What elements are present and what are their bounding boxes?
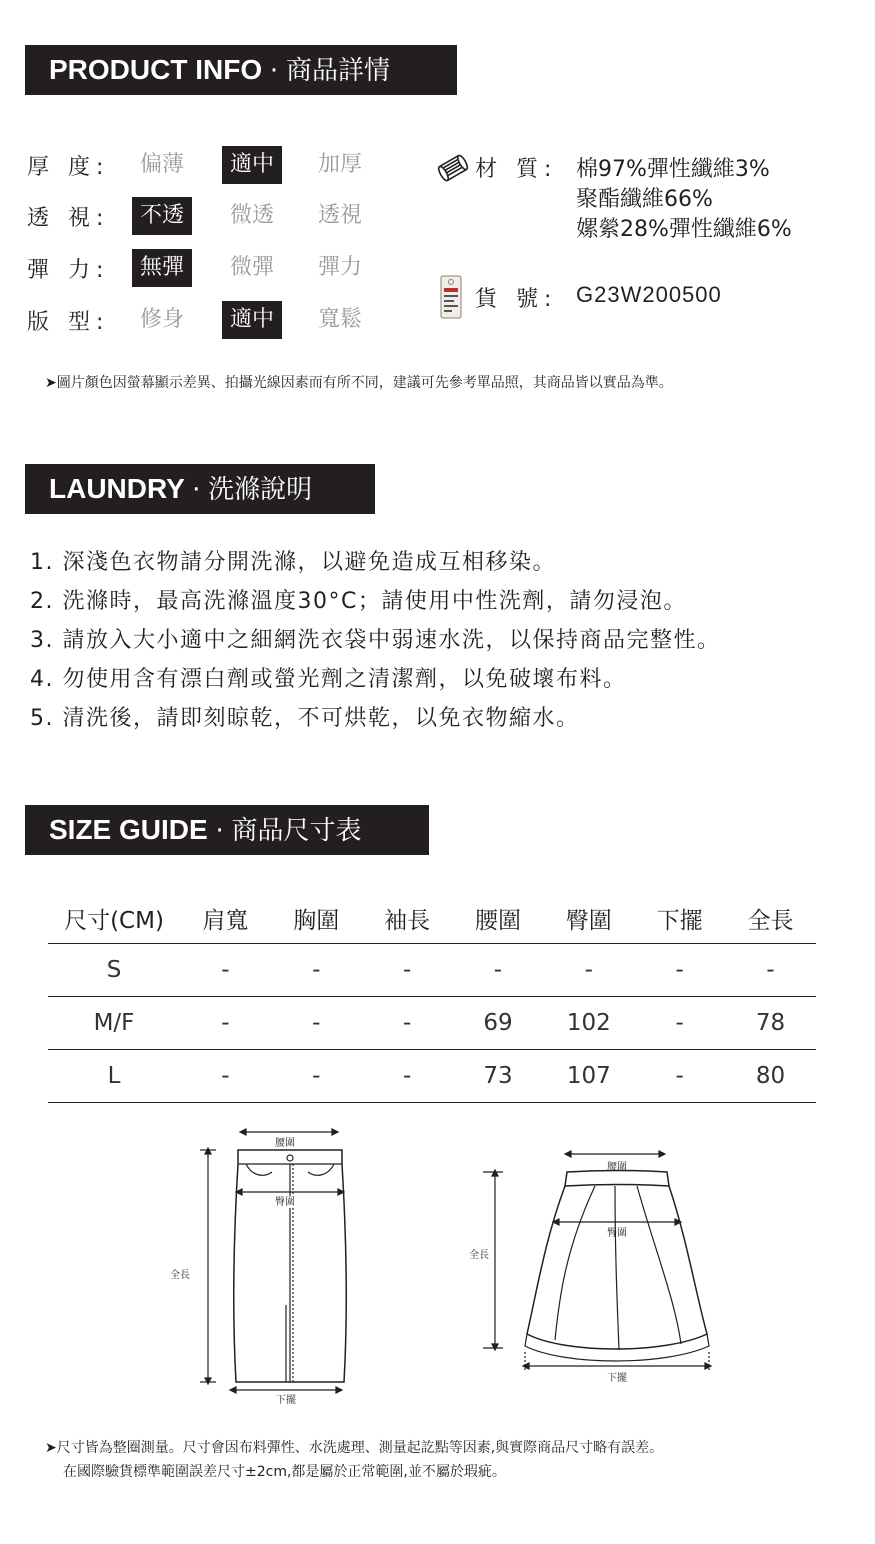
column-header: 下擺 — [634, 893, 725, 944]
attribute-row — [27, 249, 387, 287]
hip-label: 臀圍 — [275, 1197, 295, 1208]
column-header: 臀圍 — [543, 893, 634, 944]
attribute-option: 修身 — [140, 307, 185, 332]
hem-label: 下擺 — [276, 1395, 296, 1406]
header-en: PRODUCT INFO — [49, 54, 263, 85]
attribute-option: 微透 — [230, 203, 275, 228]
size-table — [48, 893, 816, 1103]
attribute-option-selected: 適中 — [222, 301, 282, 339]
table-cell: 102 — [543, 997, 634, 1050]
material-line-3: 嫘縈28%彈性纖維6% — [576, 217, 792, 242]
laundry-header — [25, 464, 375, 514]
thread-spool-icon — [436, 151, 470, 185]
attribute-option-selected: 適中 — [222, 146, 282, 184]
table-cell: - — [362, 997, 453, 1050]
table-cell: - — [362, 1050, 453, 1103]
header-separator: · — [269, 56, 279, 86]
size-note-2: 在國際驗貨標準範圍誤差尺寸±2cm,都是屬於正常範圍,並不屬於瑕疵。 — [63, 1464, 506, 1480]
table-cell: - — [634, 944, 725, 997]
table-cell: 107 — [543, 1050, 634, 1103]
size-name-cell: L — [48, 1050, 180, 1103]
size-note-1: ➤尺寸皆為整圈測量。尺寸會因布料彈性、水洗處理、測量起訖點等因素,與實際商品尺寸略有誤差。 — [45, 1440, 664, 1456]
size-table-header-row — [48, 893, 816, 944]
attribute-label: 厚 度: — [27, 154, 110, 180]
column-header: 袖長 — [362, 893, 453, 944]
header-separator: · — [215, 816, 224, 846]
table-cell: 73 — [453, 1050, 544, 1103]
waist-label: 腰圍 — [275, 1138, 295, 1149]
attribute-label: 版 型: — [27, 309, 110, 335]
table-cell: - — [725, 944, 816, 997]
table-row — [48, 997, 816, 1050]
laundry-item-4: 4. 勿使用含有漂白劑或螢光劑之清潔劑，以免破壞布料。 — [30, 667, 627, 692]
size-name-cell: M/F — [48, 997, 180, 1050]
length-label: 全長 — [170, 1270, 190, 1281]
attribute-option: 加厚 — [318, 152, 363, 177]
a-line-skirt-diagram — [455, 1140, 730, 1390]
column-header: 胸圍 — [271, 893, 362, 944]
laundry-item-5: 5. 清洗後，請即刻晾乾，不可烘乾，以免衣物縮水。 — [30, 706, 580, 731]
attribute-option-selected: 不透 — [132, 197, 192, 235]
attribute-label: 彈 力: — [27, 257, 110, 283]
table-cell: - — [271, 944, 362, 997]
product-info-header — [25, 45, 457, 95]
header-en: LAUNDRY — [49, 473, 185, 504]
table-row — [48, 1050, 816, 1103]
column-header: 全長 — [725, 893, 816, 944]
attribute-row — [27, 146, 387, 184]
table-cell: - — [634, 997, 725, 1050]
table-cell: 69 — [453, 997, 544, 1050]
attribute-option: 微彈 — [230, 255, 275, 280]
length-label: 全長 — [469, 1250, 489, 1261]
table-cell: - — [180, 997, 271, 1050]
column-header: 尺寸(CM) — [48, 893, 180, 944]
attribute-label: 透 視: — [27, 205, 110, 231]
header-separator: · — [192, 475, 201, 505]
attribute-option: 寬鬆 — [318, 307, 363, 332]
table-cell: - — [271, 997, 362, 1050]
attribute-row — [27, 197, 387, 235]
material-line-1: 棉97%彈性纖維3% — [576, 157, 770, 182]
header-zh: 商品詳情 — [285, 56, 390, 86]
waist-label: 腰圍 — [607, 1162, 627, 1173]
size-guide-header — [25, 805, 429, 855]
column-header: 腰圍 — [453, 893, 544, 944]
table-cell: - — [453, 944, 544, 997]
laundry-item-2: 2. 洗滌時，最高洗滌溫度30°C；請使用中性洗劑，請勿浸泡。 — [30, 589, 687, 614]
hem-label: 下擺 — [607, 1373, 627, 1384]
tag-icon — [438, 274, 464, 320]
sku-label: 貨 號: — [475, 287, 558, 312]
header-en: SIZE GUIDE — [49, 814, 208, 845]
header-zh: 洗滌說明 — [208, 475, 313, 505]
table-cell: - — [180, 1050, 271, 1103]
table-cell: - — [180, 944, 271, 997]
table-row — [48, 944, 816, 997]
sku-value: G23W200500 — [576, 282, 722, 307]
attribute-option: 偏薄 — [140, 152, 185, 177]
material-label: 材 質: — [475, 157, 558, 182]
table-cell: - — [543, 944, 634, 997]
attribute-option-selected: 無彈 — [132, 249, 192, 287]
laundry-item-3: 3. 請放入大小適中之細網洗衣袋中弱速水洗，以保持商品完整性。 — [30, 628, 721, 653]
attribute-option: 透視 — [318, 203, 363, 228]
photo-note: ➤圖片顏色因螢幕顯示差異、拍攝光線因素而有所不同，建議可先參考單品照，其商品皆以實品為準。 — [45, 375, 673, 391]
attribute-row — [27, 301, 387, 339]
material-line-2: 聚酯纖維66% — [576, 187, 713, 212]
header-zh: 商品尺寸表 — [231, 816, 362, 846]
table-cell: 78 — [725, 997, 816, 1050]
pencil-skirt-diagram — [160, 1120, 360, 1410]
table-cell: 80 — [725, 1050, 816, 1103]
hip-label: 臀圍 — [607, 1228, 627, 1239]
table-cell: - — [271, 1050, 362, 1103]
table-cell: - — [634, 1050, 725, 1103]
attribute-option: 彈力 — [318, 255, 363, 280]
size-name-cell: S — [48, 944, 180, 997]
laundry-item-1: 1. 深淺色衣物請分開洗滌，以避免造成互相移染。 — [30, 550, 556, 575]
table-cell: - — [362, 944, 453, 997]
column-header: 肩寬 — [180, 893, 271, 944]
